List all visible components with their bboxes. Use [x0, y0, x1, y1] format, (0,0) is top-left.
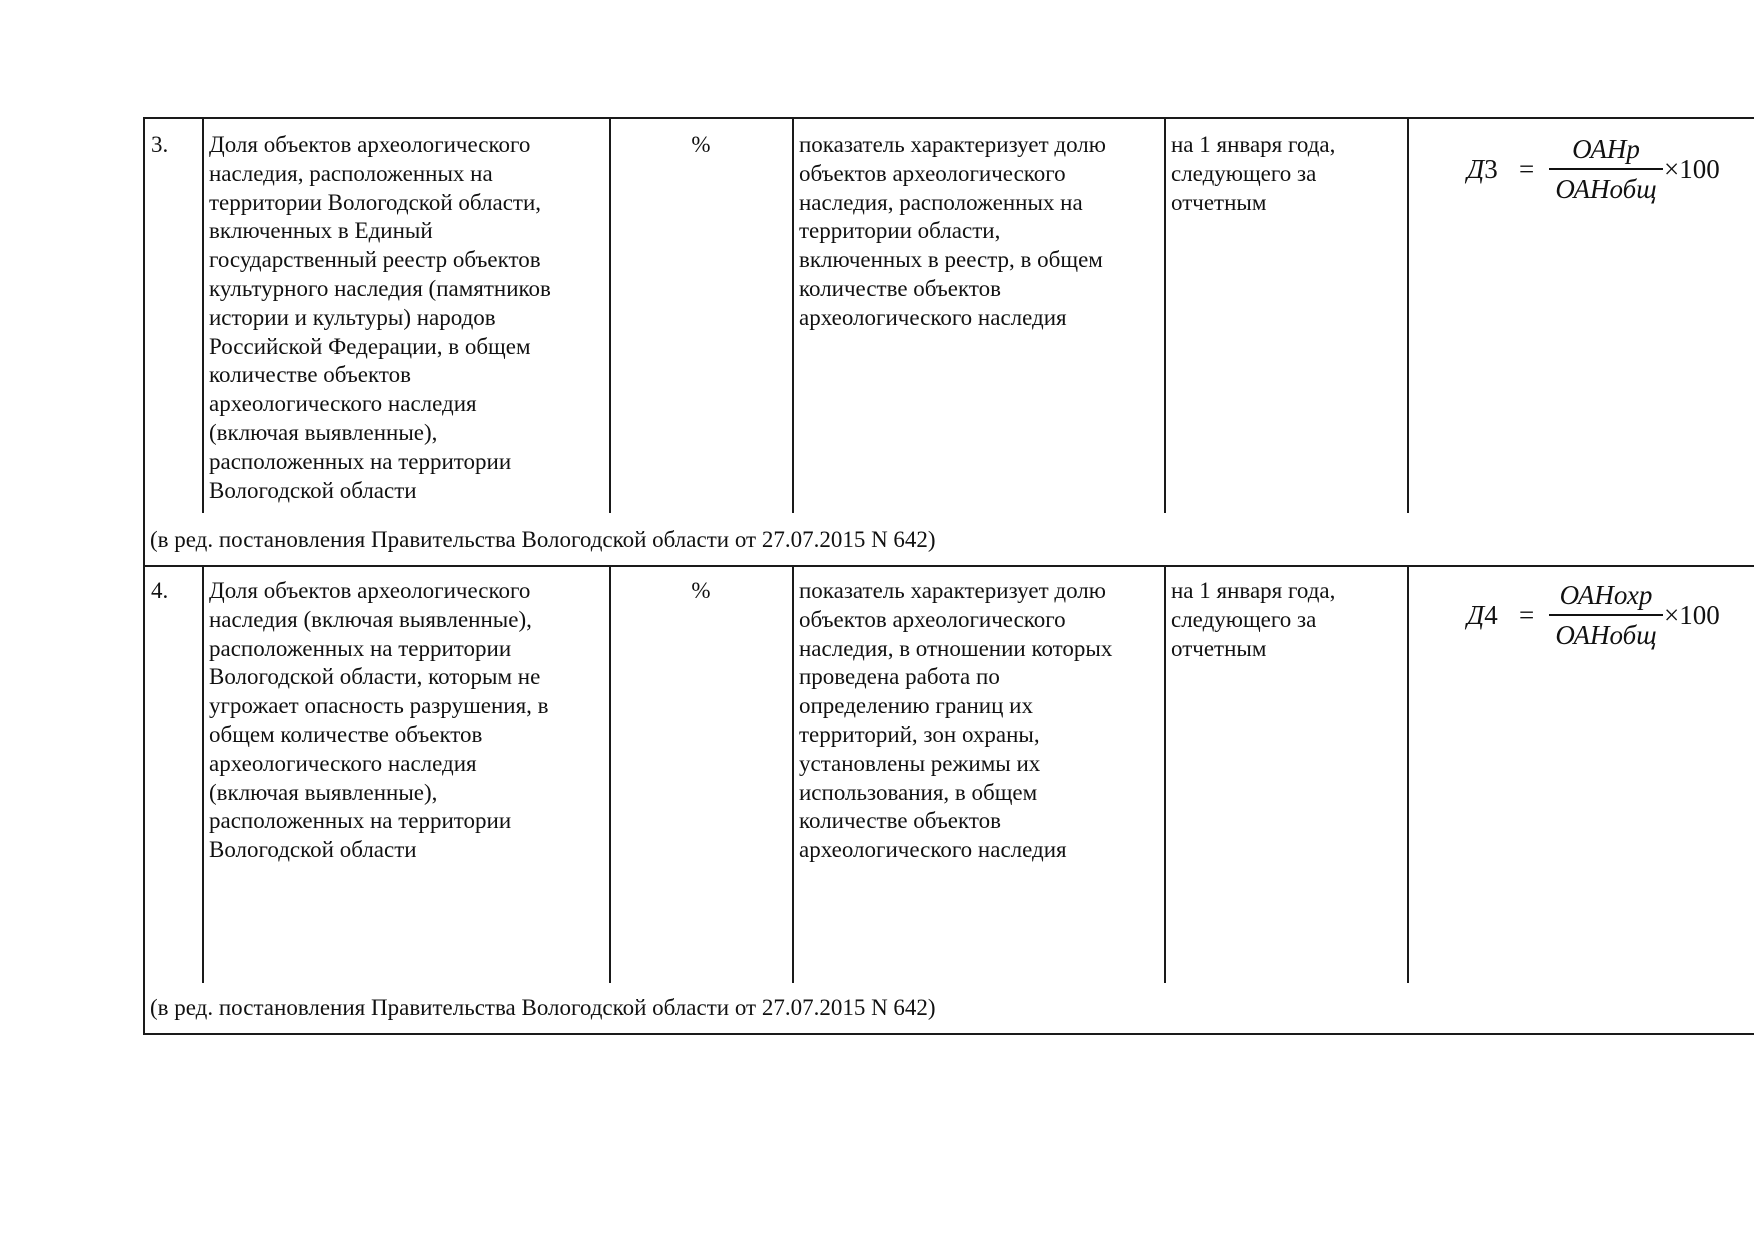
- col-divider: [1407, 565, 1409, 983]
- text-line: Вологодской области: [209, 477, 417, 503]
- col-divider: [609, 565, 611, 983]
- text-line: включенных в реестр, в общем: [799, 247, 1103, 273]
- formula-numerator: ОАНохр: [1559, 580, 1653, 610]
- formula-fraction: [1549, 578, 1663, 652]
- formula-equals: =: [1519, 154, 1535, 184]
- text-line: территории области,: [799, 218, 1001, 244]
- text-line: истории и культуры) народов: [209, 304, 496, 330]
- col-divider: [1164, 565, 1166, 983]
- text-line: показатель характеризует долю: [799, 132, 1106, 157]
- text-line: проведена работа по: [799, 664, 1000, 690]
- text-line: количестве объектов: [209, 362, 411, 388]
- formula-multiplier: ×100: [1664, 154, 1720, 184]
- text-line: наследия (включая выявленные),: [209, 606, 532, 632]
- indicator-name: [209, 131, 551, 505]
- text-line: определению границ их: [799, 693, 1033, 719]
- text-line: на 1 января года,: [1171, 132, 1336, 157]
- text-line: показатель характеризует долю: [799, 578, 1106, 603]
- text-line: территории Вологодской области,: [209, 189, 542, 215]
- formula-lhs-digit: 3: [1484, 154, 1498, 184]
- indicator-name: [209, 577, 549, 865]
- table-left-border: [143, 117, 145, 1034]
- col-divider: [792, 565, 794, 983]
- text-line: установлены режимы их: [799, 750, 1041, 776]
- text-line: Доля объектов археологического: [209, 132, 531, 157]
- text-line: Вологодской области: [209, 837, 417, 863]
- unit-of-measure: %: [691, 578, 711, 603]
- reporting-date: [1171, 131, 1335, 217]
- amendment-note: (в ред. постановления Правительства Вологодской области от 27.07.2015 N 642): [150, 527, 936, 552]
- indicator-description: [799, 577, 1112, 865]
- text-line: наследия, расположенных на: [799, 189, 1083, 215]
- text-line: следующего за: [1171, 160, 1317, 186]
- text-line: территорий, зон охраны,: [799, 721, 1040, 747]
- text-line: отчетным: [1171, 635, 1267, 661]
- text-line: объектов археологического: [799, 606, 1066, 632]
- text-line: использования, в общем: [799, 779, 1038, 805]
- text-line: включенных в Единый: [209, 218, 433, 244]
- text-line: общем количестве объектов: [209, 721, 483, 747]
- text-line: Российской Федерации, в общем: [209, 333, 531, 359]
- formula-lhs-letter: Д: [1467, 600, 1485, 630]
- text-line: наследия, в отношении которых: [799, 635, 1113, 661]
- text-line: археологического наследия: [799, 304, 1067, 330]
- fraction-bar: [1549, 168, 1663, 170]
- text-line: (включая выявленные),: [209, 779, 438, 805]
- text-line: археологического наследия: [209, 750, 477, 776]
- text-line: количестве объектов: [799, 275, 1001, 301]
- formula-lhs: [1467, 154, 1498, 185]
- col-divider: [792, 117, 794, 513]
- text-line: Доля объектов археологического: [209, 578, 531, 603]
- formula-numerator: ОАНр: [1572, 134, 1640, 164]
- text-line: культурного наследия (памятников: [209, 275, 551, 301]
- text-line: археологического наследия: [209, 391, 477, 417]
- table-top-border: [143, 117, 1754, 119]
- text-line: следующего за: [1171, 606, 1317, 632]
- row-number: 3.: [151, 132, 169, 157]
- col-divider: [1164, 117, 1166, 513]
- formula-lhs-letter: Д: [1467, 154, 1485, 184]
- col-divider: [202, 117, 204, 513]
- text-line: угрожает опасность разрушения, в: [209, 693, 549, 719]
- formula-denominator: ОАНобщ: [1555, 173, 1657, 204]
- text-line: количестве объектов: [799, 808, 1001, 834]
- fraction-bar: [1549, 614, 1663, 616]
- table-bottom-border: [143, 1033, 1754, 1035]
- text-line: Вологодской области, которым не: [209, 664, 541, 690]
- col-divider: [609, 117, 611, 513]
- text-line: археологического наследия: [799, 837, 1067, 863]
- row-number: 4.: [151, 578, 169, 603]
- text-line: государственный реестр объектов: [209, 247, 541, 273]
- text-line: расположенных на территории: [209, 808, 512, 834]
- formula-equals: =: [1519, 600, 1535, 630]
- text-line: объектов археологического: [799, 160, 1066, 186]
- formula-denominator: ОАНобщ: [1555, 619, 1657, 650]
- text-line: расположенных на территории: [209, 635, 512, 661]
- indicator-description: [799, 131, 1106, 333]
- calculation-formula: [1467, 132, 1727, 212]
- text-line: расположенных на территории: [209, 448, 512, 474]
- formula-lhs: [1467, 600, 1498, 631]
- col-divider: [202, 565, 204, 983]
- text-line: наследия, расположенных на: [209, 160, 493, 186]
- row-separator: [143, 565, 1754, 567]
- formula-multiplier: ×100: [1664, 600, 1720, 630]
- reporting-date: [1171, 577, 1335, 663]
- unit-of-measure: %: [691, 132, 711, 157]
- formula-lhs-digit: 4: [1484, 600, 1498, 630]
- text-line: на 1 января года,: [1171, 578, 1336, 603]
- text-line: (включая выявленные),: [209, 419, 438, 445]
- text-line: отчетным: [1171, 189, 1267, 215]
- amendment-note: (в ред. постановления Правительства Вологодской области от 27.07.2015 N 642): [150, 995, 936, 1020]
- formula-fraction: [1549, 132, 1663, 206]
- col-divider: [1407, 117, 1409, 513]
- calculation-formula: [1467, 578, 1727, 658]
